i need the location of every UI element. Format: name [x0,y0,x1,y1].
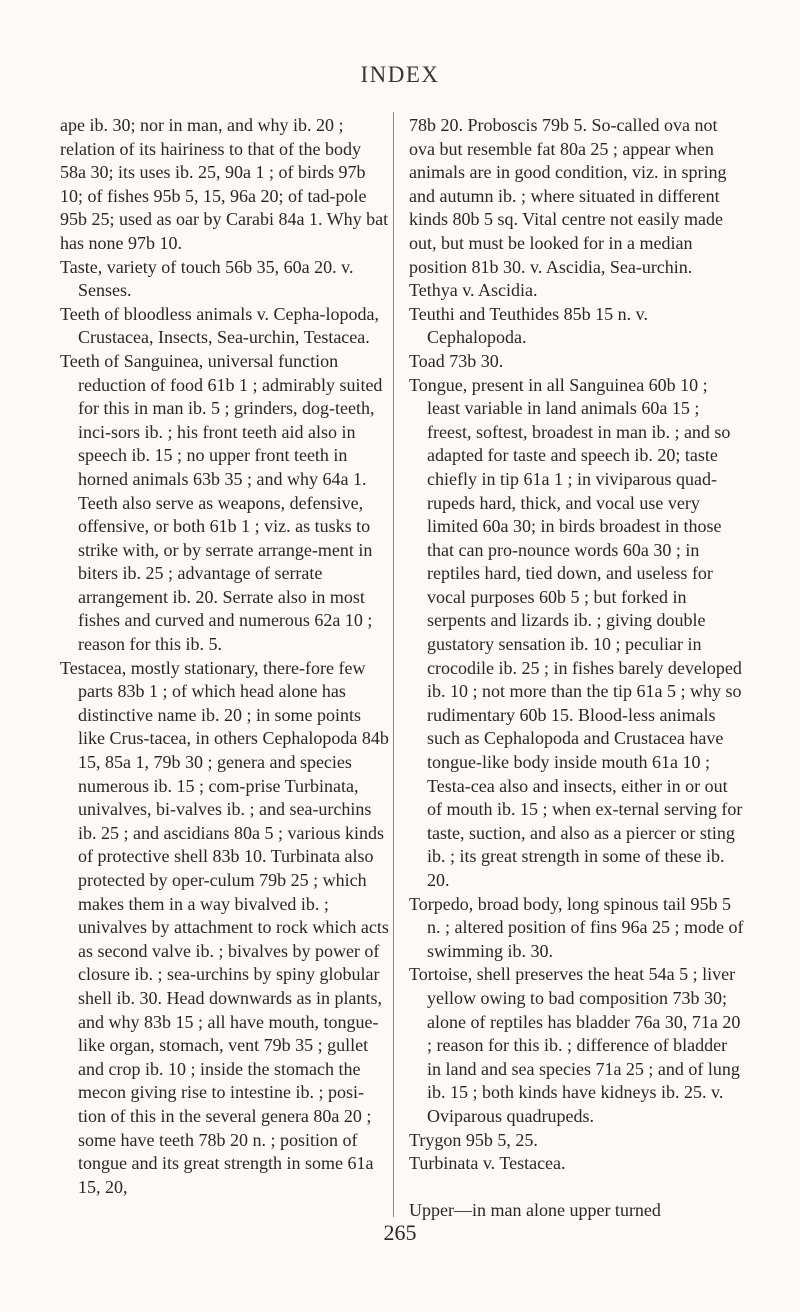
index-entry: Turbinata v. Testacea. [409,1153,566,1174]
index-entry: Tongue, present in all Sanguinea 60b 10 ; least variable in land animals 60a 15 ; freest, softest, broadest in man ib. ; and so adapted for taste and speech ib. 20; taste chiefly in tip 61a 1 ; in viviparous quad-rupeds hard, thick, and vocal use very limited 60a 30; in birds broadest in those that can pro-nounce words 60a 30 ; in reptiles hard, tied down, and useless for vocal purposes 60b 5 ; but forked in serpents and lizards ib. ; giving double gustatory sensation ib. 10 ; peculiar in crocodile ib. 25 ; in fishes barely developed ib. 10 ; not more than the tip 61a 5 ; why so rudimentary 60b 15. Blood-less animals such as Cephalopoda and Crustacea have tongue-like body inside mouth 61a 10 ; Testa-cea also and insects, either in or out of mouth ib. 15 ; when ex-ternal serving for taste, suction, and also as a piercer or sting ib. ; its great strength in some of these ib. 20. [409,374,743,890]
index-entry: ape ib. 30; nor in man, and why ib. 20 ; relation of its hairiness to that of the body 58a 30; its uses ib. 25, 90a 1 ; of birds 97b 10; of fishes 95b 5, 15, 96a 20; of tad-pole 95b 25; used as oar by Carabi 84a 1. Why bat has none 97b 10. [60,115,389,253]
index-entry: Upper—in man alone upper turned [409,1199,661,1220]
index-entry: Toad 73b 30. [409,350,504,371]
index-entry: 78b 20. Proboscis 79b 5. So-called ova not ova but resemble fat 80a 25 ; appear when animals are in good condition, viz. in spring and autumn ib. ; where situated in different kinds 80b 5 sq. Vital centre not easily made out, but must be looked for in a median position 81b 30. v. Ascidia, Sea-urchin. [409,115,727,277]
left-column [60,114,390,1199]
index-entry: Teeth of bloodless animals v. Cepha-lopoda, Crustacea, Insects, Sea-urchin, Testacea. [60,303,379,348]
right-column [409,114,744,1222]
index-entry: Tethya v. Ascidia. [409,280,538,301]
page-number: 265 [383,1220,417,1245]
index-entry: Tortoise, shell preserves the heat 54a 5 ; liver yellow owing to bad composition 73b 30; alone of reptiles has bladder 76a 30, 71a 20 ; reason for this ib. ; difference of bladder in land and sea species 71a 25 ; and of lung ib. 15 ; both kinds have kidneys ib. 25. v. Oviparous quadrupeds. [409,964,741,1126]
index-entry: Teeth of Sanguinea, universal function reduction of food 61b 1 ; admirably suited for this in man ib. 5 ; grinders, dog-teeth, inci-sors ib. ; his front teeth aid also in speech ib. 15 ; no upper front teeth in horned animals 63b 35 ; and why 64a 1. Teeth also serve as weapons, defensive, offensive, or both 61b 1 ; viz. as tusks to strike with, or by serrate arrange-ment in biters ib. 25 ; advantage of serrate arrangement ib. 20. Serrate also in most fishes and curved and numerous 62a 10 ; reason for this ib. 5. [60,350,383,655]
index-entry: Testacea, mostly stationary, there-fore few parts 83b 1 ; of which head alone has distinctive name ib. 20 ; in some points like Crus-tacea, in others Cephalopoda 84b 15, 85a 1, 79b 30 ; genera and species numerous ib. 15 ; com-prise Turbinata, univalves, bi-valves ib. ; and sea-urchins ib. 25 ; and ascidians 80a 5 ; various kinds of protective shell 83b 10. Turbinata also protected by oper-culum 79b 25 ; which makes them in a way bivalved ib. ; univalves by attachment to rock which acts as second valve ib. ; bivalves by power of closure ib. ; sea-urchins by spiny globular shell ib. 30. Head downwards as in plants, and why 83b 15 ; all have mouth, tongue-like organ, stomach, vent 79b 35 ; gullet and crop ib. 10 ; inside the stomach the mecon giving rise to intestine ib. ; posi-tion of this in the several genera 80a 20 ; some have teeth 78b 20 n. ; position of tongue and its great strength in some 61a 15, 20, [60,657,389,1197]
index-entry: Trygon 95b 5, 25. [409,1129,538,1150]
index-entry: Torpedo, broad body, long spinous tail 95b 5 n. ; altered position of fins 96a 25 ; mode of swimming ib. 30. [409,893,744,961]
index-entry: Teuthi and Teuthides 85b 15 n. v. Cephalopoda. [409,303,648,348]
column-divider [393,112,394,1217]
index-entry: Taste, variety of touch 56b 35, 60a 20. v. Senses. [60,256,354,301]
index-entry [409,1176,744,1199]
page-title: INDEX [360,62,440,87]
